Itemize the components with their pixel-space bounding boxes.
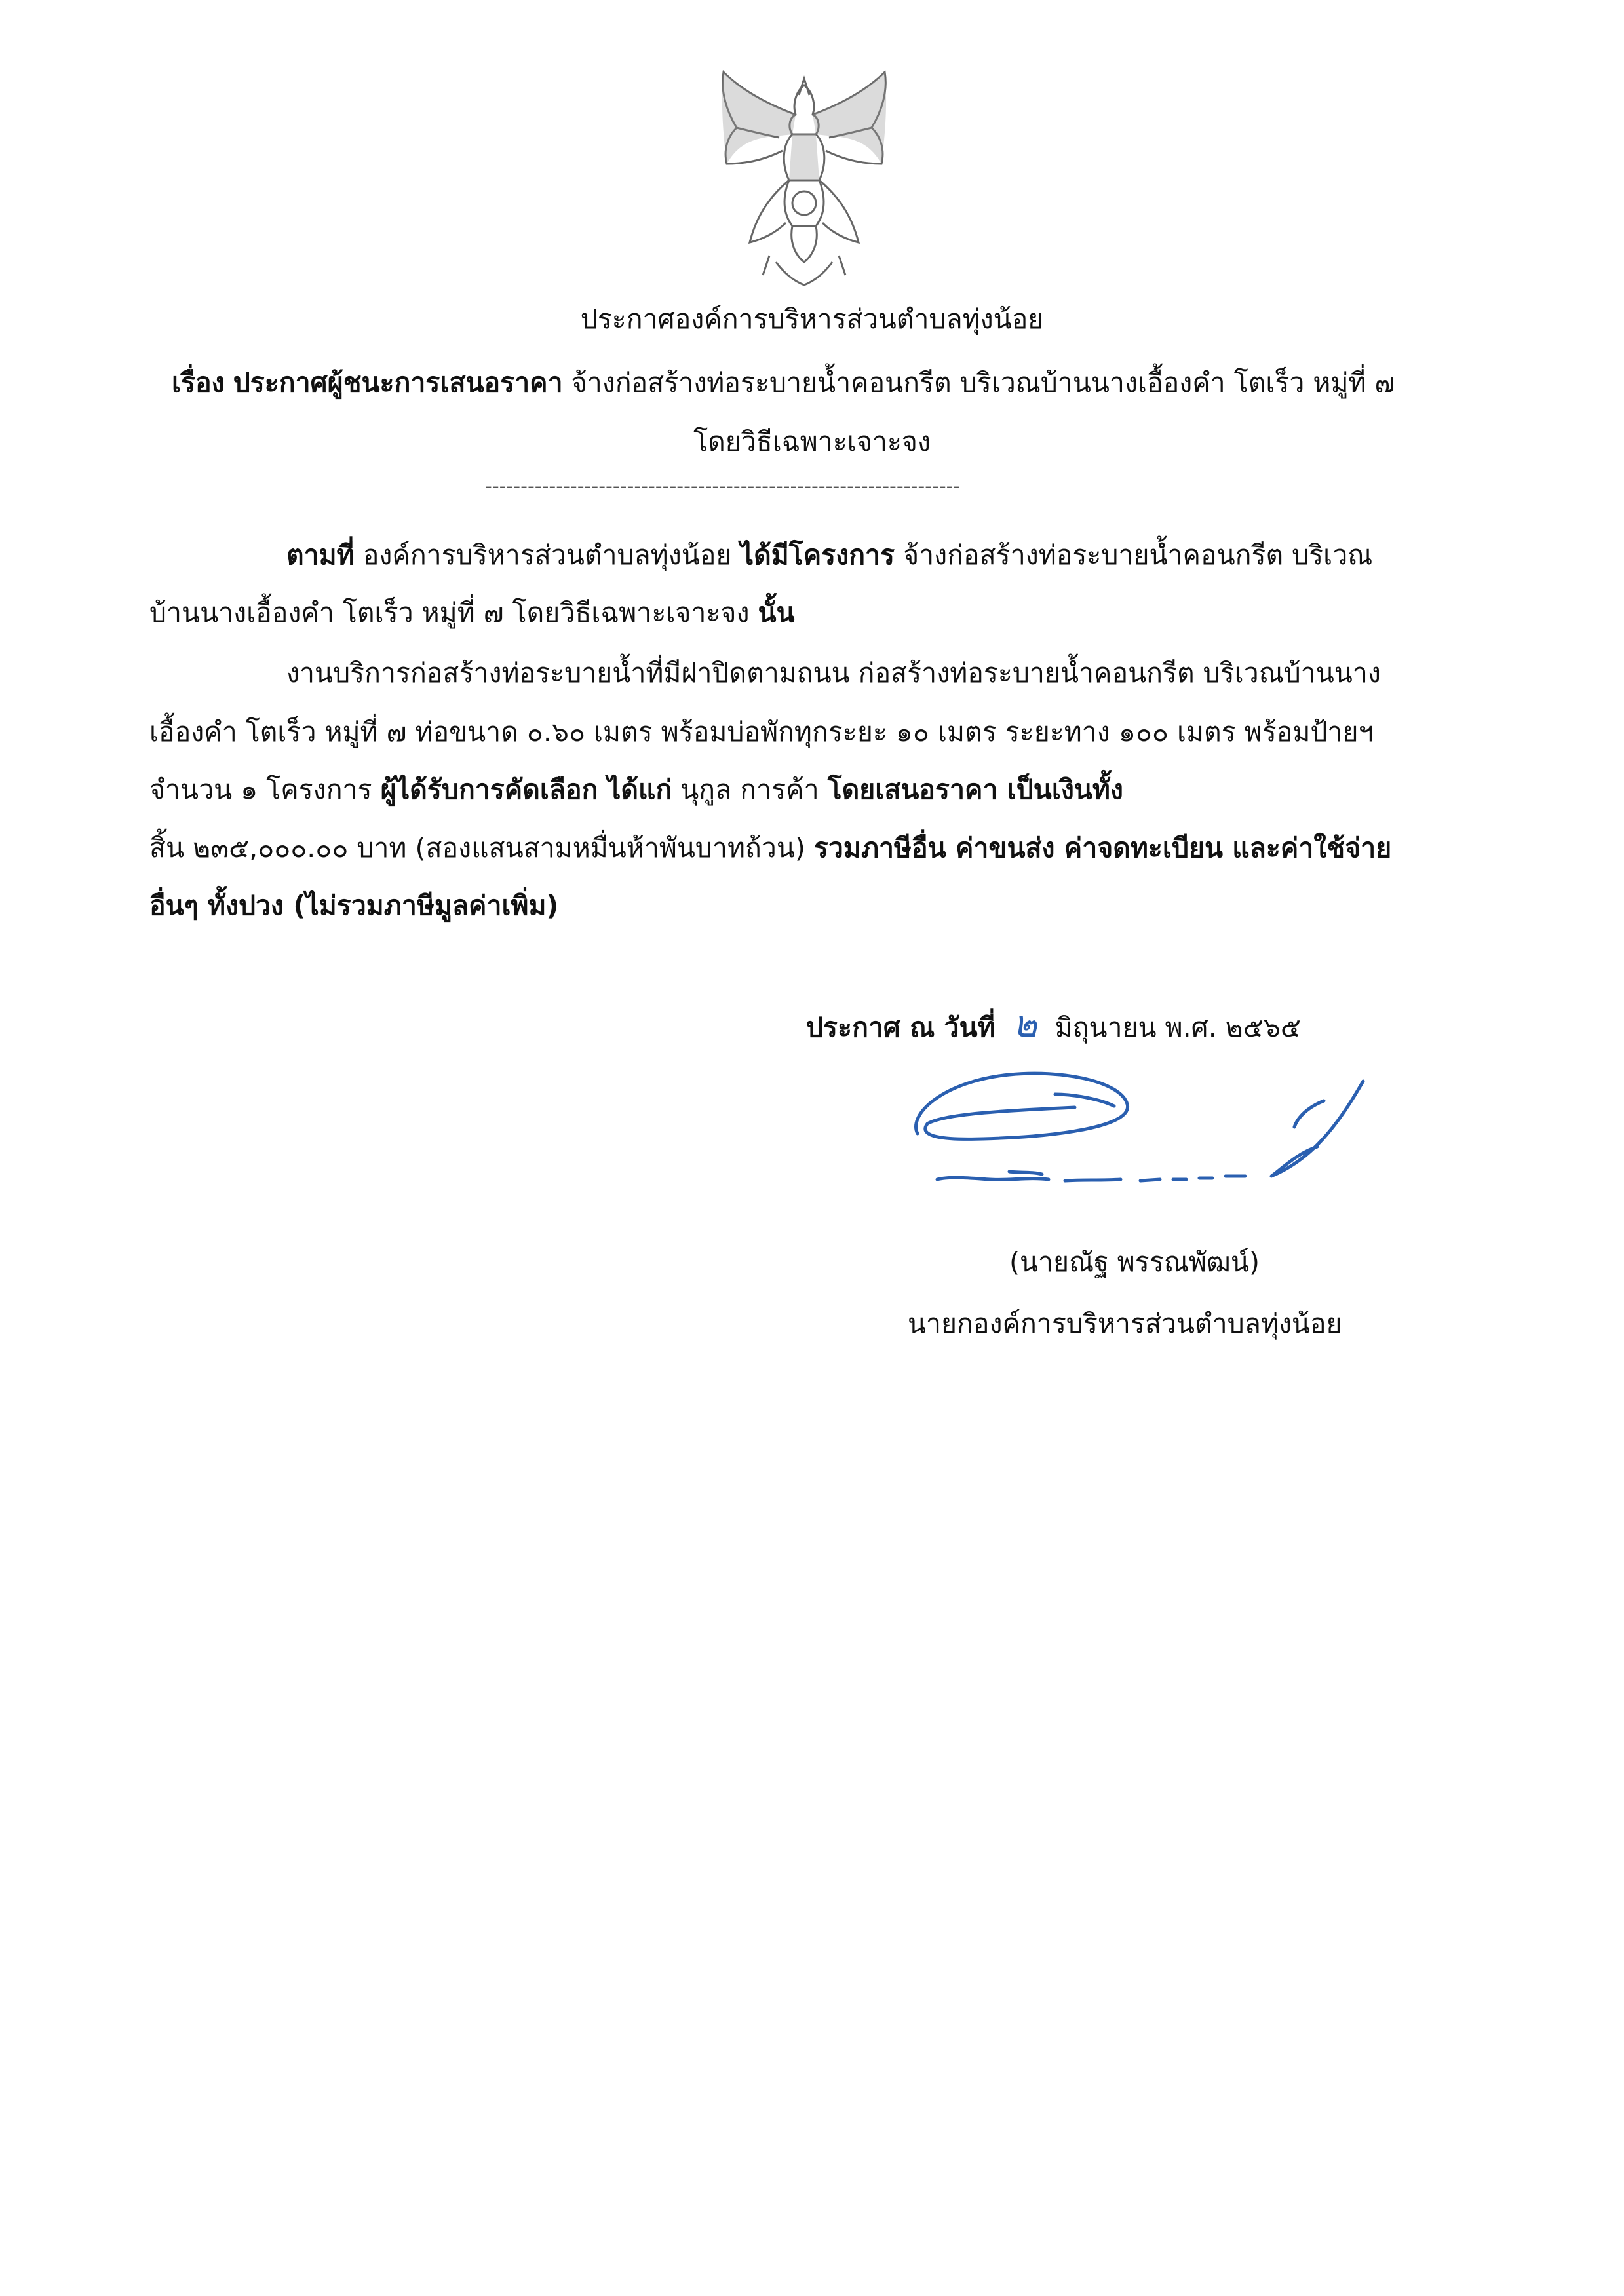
p2-text-a: จำนวน ๑ โครงการ: [149, 774, 372, 805]
p2-text-c: นุกูล การค้า: [680, 774, 819, 805]
subject-bold: ประกาศผู้ชนะการเสนอราคา: [233, 367, 563, 398]
p1-text-c: ได้มีโครงการ: [740, 539, 895, 571]
p1-text-a: ตามที่: [286, 539, 355, 571]
paragraph2-line5: อื่นๆ ทั้งปวง (ไม่รวมภาษีมูลค่าเพิ่ม): [149, 890, 559, 921]
p1-text-d: จ้างก่อสร้างท่อระบายน้ำคอนกรีต บริเวณ: [903, 539, 1373, 571]
signer-name: (นายณัฐ พรรณพัฒน์): [1009, 1246, 1260, 1278]
p2-text-e: สิ้น ๒๓๕,๐๐๐.๐๐ บาท (สองแสนสามหมื่นห้าพันบาทถ้วน): [149, 832, 805, 864]
subject-label: เรื่อง: [172, 367, 225, 398]
subject-text: จ้างก่อสร้างท่อระบายน้ำคอนกรีต บริเวณบ้านนางเอื้องคำ โตเร็ว หมู่ที่ ๗: [571, 367, 1395, 398]
paragraph2-line3: [149, 769, 1123, 811]
paragraph2-line2: เอื้องคำ โตเร็ว หมู่ที่ ๗ ท่อขนาด ๐.๖๐ เมตร พร้อมบ่อพักทุกระยะ ๑๐ เมตร ระยะทาง ๑๐๐ เมตร พร้อมป้ายฯ: [149, 716, 1374, 748]
p2-text-f: รวมภาษีอื่น ค่าขนส่ง ค่าจดทะเบียน และค่าใช้จ่าย: [813, 832, 1392, 864]
paragraph1-line1: [286, 534, 1372, 577]
paragraph1-line2: [149, 592, 795, 634]
procurement-method: โดยวิธีเฉพาะเจาะจง: [693, 426, 931, 457]
signer-position: นายกองค์การบริหารส่วนตำบลทุ่งน้อย: [908, 1308, 1342, 1339]
date-prefix: ประกาศ ณ วันที่: [806, 1012, 996, 1043]
p1-text-e: บ้านนางเอื้องคำ โตเร็ว หมู่ที่ ๗ โดยวิธีเฉพาะเจาะจง: [149, 597, 750, 628]
announcement-date: [806, 995, 1301, 1053]
paragraph2-line4: [149, 827, 1391, 870]
p2-text-d: โดยเสนอราคา เป็นเงินทั้ง: [827, 774, 1123, 805]
p1-text-f: นั้น: [758, 597, 795, 628]
divider-line: -------------------------------------------------------------------: [485, 475, 961, 498]
p1-text-b: องค์การบริหารส่วนตำบลทุ่งน้อย: [362, 539, 732, 571]
announcement-title: ประกาศองค์การบริหารส่วนตำบลทุ่งน้อย: [580, 303, 1044, 335]
p2-text-b: ผู้ได้รับการคัดเลือก ได้แก่: [380, 774, 672, 805]
paragraph2-line1: งานบริการก่อสร้างท่อระบายน้ำที่มีฝาปิดตามถนน ก่อสร้างท่อระบายน้ำคอนกรีต บริเวณบ้านนาง: [286, 657, 1381, 689]
date-day-handwritten: ๒: [1013, 1003, 1037, 1046]
date-month-year: มิถุนายน พ.ศ. ๒๕๖๕: [1054, 1012, 1301, 1043]
garuda-emblem-icon: [697, 66, 911, 292]
subject-line: [172, 362, 1395, 404]
signature-icon: [904, 1055, 1429, 1206]
